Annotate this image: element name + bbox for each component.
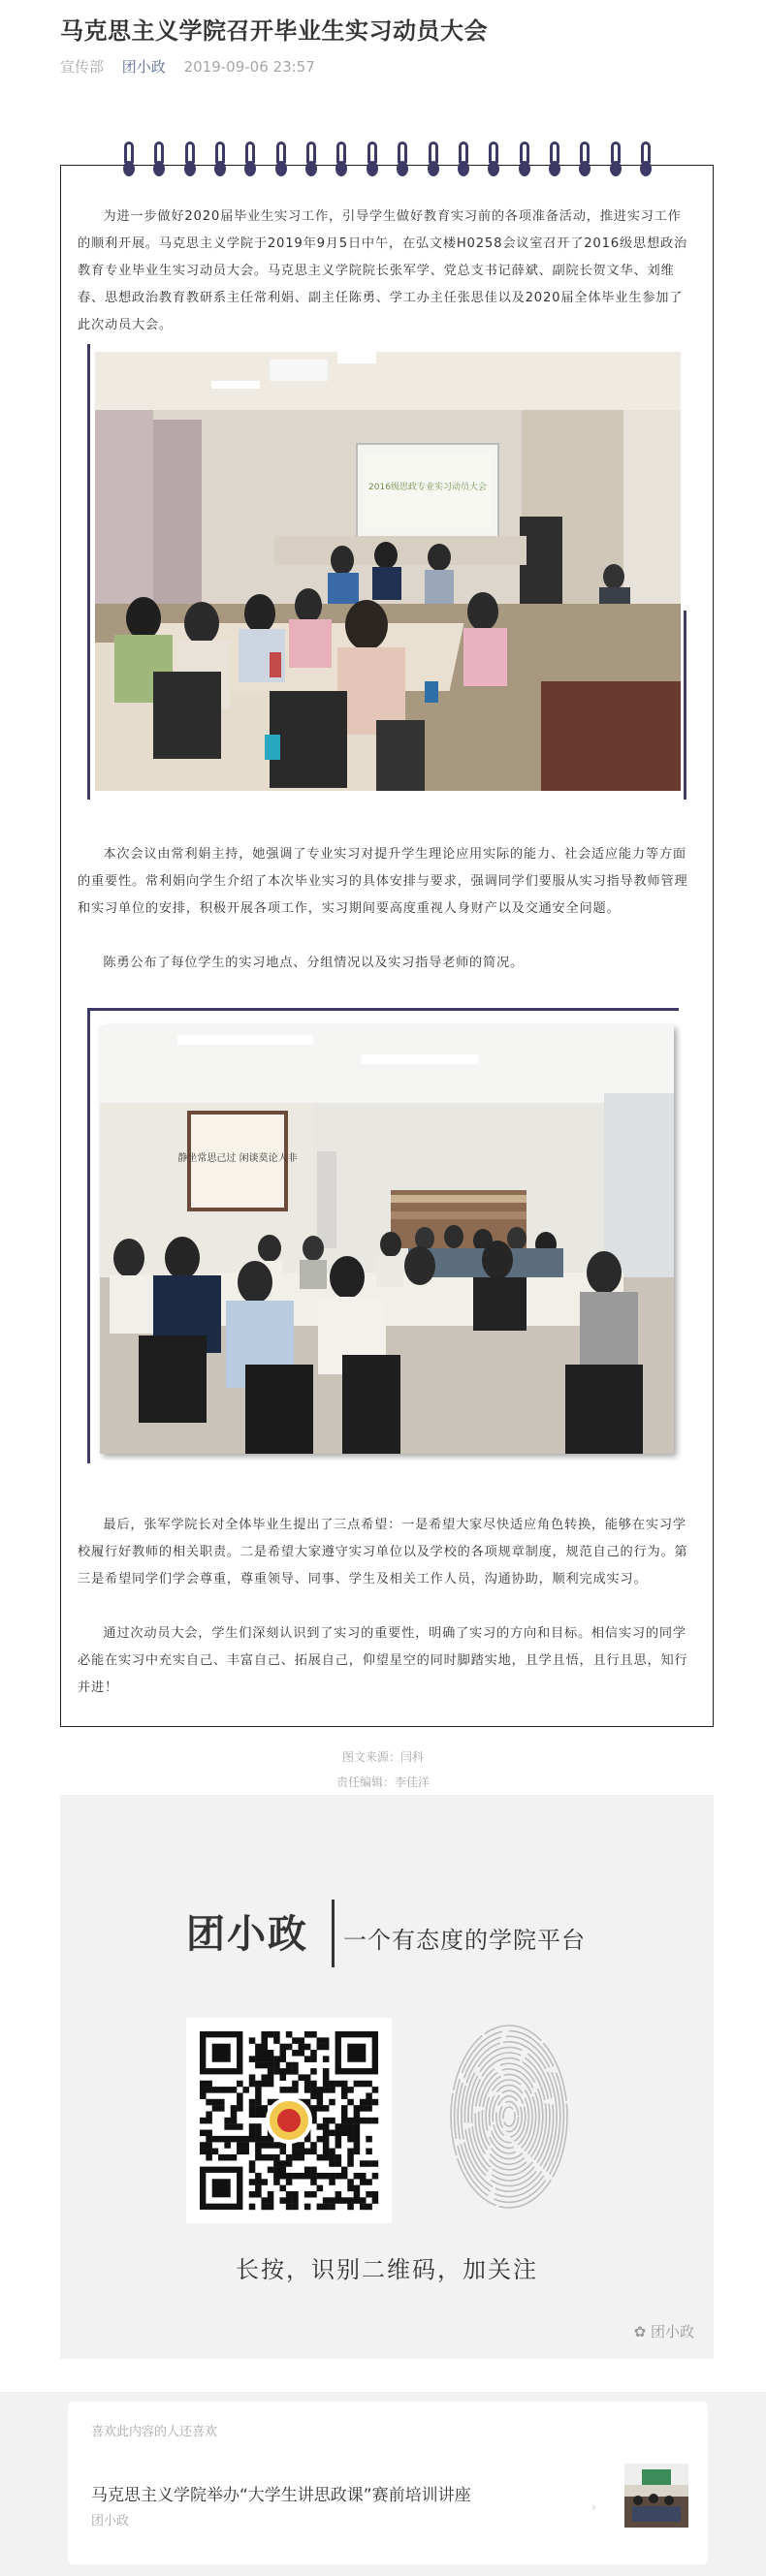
paragraph-intro: 为进一步做好2020届毕业生实习工作，引导学生做好教育实习前的各项准备活动，推进实习工作的顺利开展。马克思主义学院于2019年9月5日中午，在弘文楼H0258会议室召开了2016级思想政治教育专业毕业生实习动员大会。马克思主义学院院长张军学、党总支书记薛斌、副院长贺文华、刘维春、思想政治教育教研系主任常利娟、副主任陈勇、学工办主任张思佳以及2020届全体毕业生参加了此次动员大会。 bbox=[78, 209, 687, 332]
photo2-border-top bbox=[87, 1008, 679, 1011]
promo-tagline: 一个有态度的学院平台 bbox=[343, 1927, 586, 1954]
binder-ring bbox=[641, 141, 651, 178]
article-author-link[interactable]: 团小政 bbox=[121, 58, 166, 76]
binder-ring bbox=[398, 141, 407, 178]
fingerprint-icon bbox=[448, 2020, 570, 2214]
photo1-border-left bbox=[87, 344, 90, 800]
recommend-heading: 喜欢此内容的人还喜欢 bbox=[91, 2425, 218, 2439]
paragraph-assignment: 陈勇公布了每位学生的实习地点、分组情况以及实习指导老师的简况。 bbox=[103, 956, 524, 970]
projector-slide-text: 2016级思政专业实习动员大会 bbox=[368, 483, 487, 492]
meeting-photo-1 bbox=[95, 352, 681, 791]
article-title: 马克思主义学院召开毕业生实习动员大会 bbox=[60, 17, 488, 45]
binder-ring bbox=[245, 141, 255, 178]
binder-ring bbox=[367, 141, 377, 178]
article-meta bbox=[60, 56, 329, 77]
recommend-item-title[interactable]: 马克思主义学院举办“大学生讲思政课”赛前培训讲座 bbox=[91, 2486, 471, 2505]
qr-code[interactable] bbox=[186, 2018, 392, 2223]
promo-cta: 长按，识别二维码，加关注 bbox=[236, 2256, 538, 2283]
article-date: 2019-09-06 23:57 bbox=[183, 58, 315, 76]
credit-source: 图文来源：闫科 bbox=[341, 1750, 424, 1764]
binder-ring bbox=[306, 141, 316, 178]
calligraphy-scroll-text: 静坐常思己过 闲谈莫论人非 bbox=[177, 1153, 298, 1164]
binder-ring bbox=[550, 141, 559, 178]
recommend-card bbox=[68, 2402, 708, 2564]
meeting-photo-2 bbox=[100, 1025, 674, 1454]
promo-divider bbox=[332, 1900, 335, 1967]
binder-ring bbox=[276, 141, 286, 178]
paragraph-closing: 最后，张军学院长对全体毕业生提出了三点希望：一是希望大家尽快适应角色转换，能够在实习学校履行好教师的相关职责。二是希望大家遵守实习单位以及学校的各项规章制度，规范自己的行为。第三是希望同学们学会尊重，尊重领导、同事、学生及相关工作人员，沟通协助，顺利完成实习。 bbox=[78, 1518, 688, 1586]
recommend-item-thumbnail[interactable] bbox=[624, 2464, 688, 2528]
paragraph-host: 本次会议由常利娟主持，她强调了专业实习对提升学生理论应用实际的能力、社会适应能力等方面的重要性。常利娟向学生介绍了本次毕业实习的具体安排与要求，强调同学们要服从实习指导教师管理和实习单位的安排，积极开展各项工作，实习期间要高度重视人身财产以及交通安全问题。 bbox=[78, 847, 688, 916]
binder-ring bbox=[611, 141, 621, 178]
binder-ring bbox=[215, 141, 225, 178]
binder-ring bbox=[124, 141, 134, 178]
binder-ring bbox=[429, 141, 438, 178]
paragraph-summary: 通过次动员大会，学生们深刻认识到了实习的重要性，明确了实习的方向和目标。相信实习的同学必能在实习中充实自己、丰富自己、拓展自己，仰望星空的同时脚踏实地，且学且悟，且行且思，知行并进！ bbox=[78, 1626, 688, 1695]
recommend-section bbox=[0, 2392, 766, 2576]
article-source: 宣传部 bbox=[60, 58, 105, 76]
photo1-border-right bbox=[684, 611, 686, 800]
promo-watermark bbox=[634, 2321, 694, 2341]
binder-ring bbox=[489, 141, 498, 178]
photo2-border-left bbox=[87, 1008, 90, 1463]
credit-editor: 责任编辑：李佳洋 bbox=[335, 1775, 430, 1789]
binder-ring bbox=[520, 141, 529, 178]
wechat-icon: ✿ bbox=[633, 2323, 651, 2340]
qr-promo-card[interactable] bbox=[60, 1795, 714, 2359]
binder-ring bbox=[580, 141, 590, 178]
recommend-item-source: 团小政 bbox=[91, 2514, 130, 2529]
binder-ring bbox=[154, 141, 164, 178]
promo-watermark-text: 团小政 bbox=[650, 2323, 694, 2340]
binder-ring bbox=[185, 141, 195, 178]
promo-brand: 团小政 bbox=[186, 1912, 308, 1957]
binder-ring bbox=[336, 141, 346, 178]
chevron-right-icon: › bbox=[591, 2500, 596, 2514]
binder-ring bbox=[459, 141, 468, 178]
notebook-rings bbox=[124, 141, 653, 180]
